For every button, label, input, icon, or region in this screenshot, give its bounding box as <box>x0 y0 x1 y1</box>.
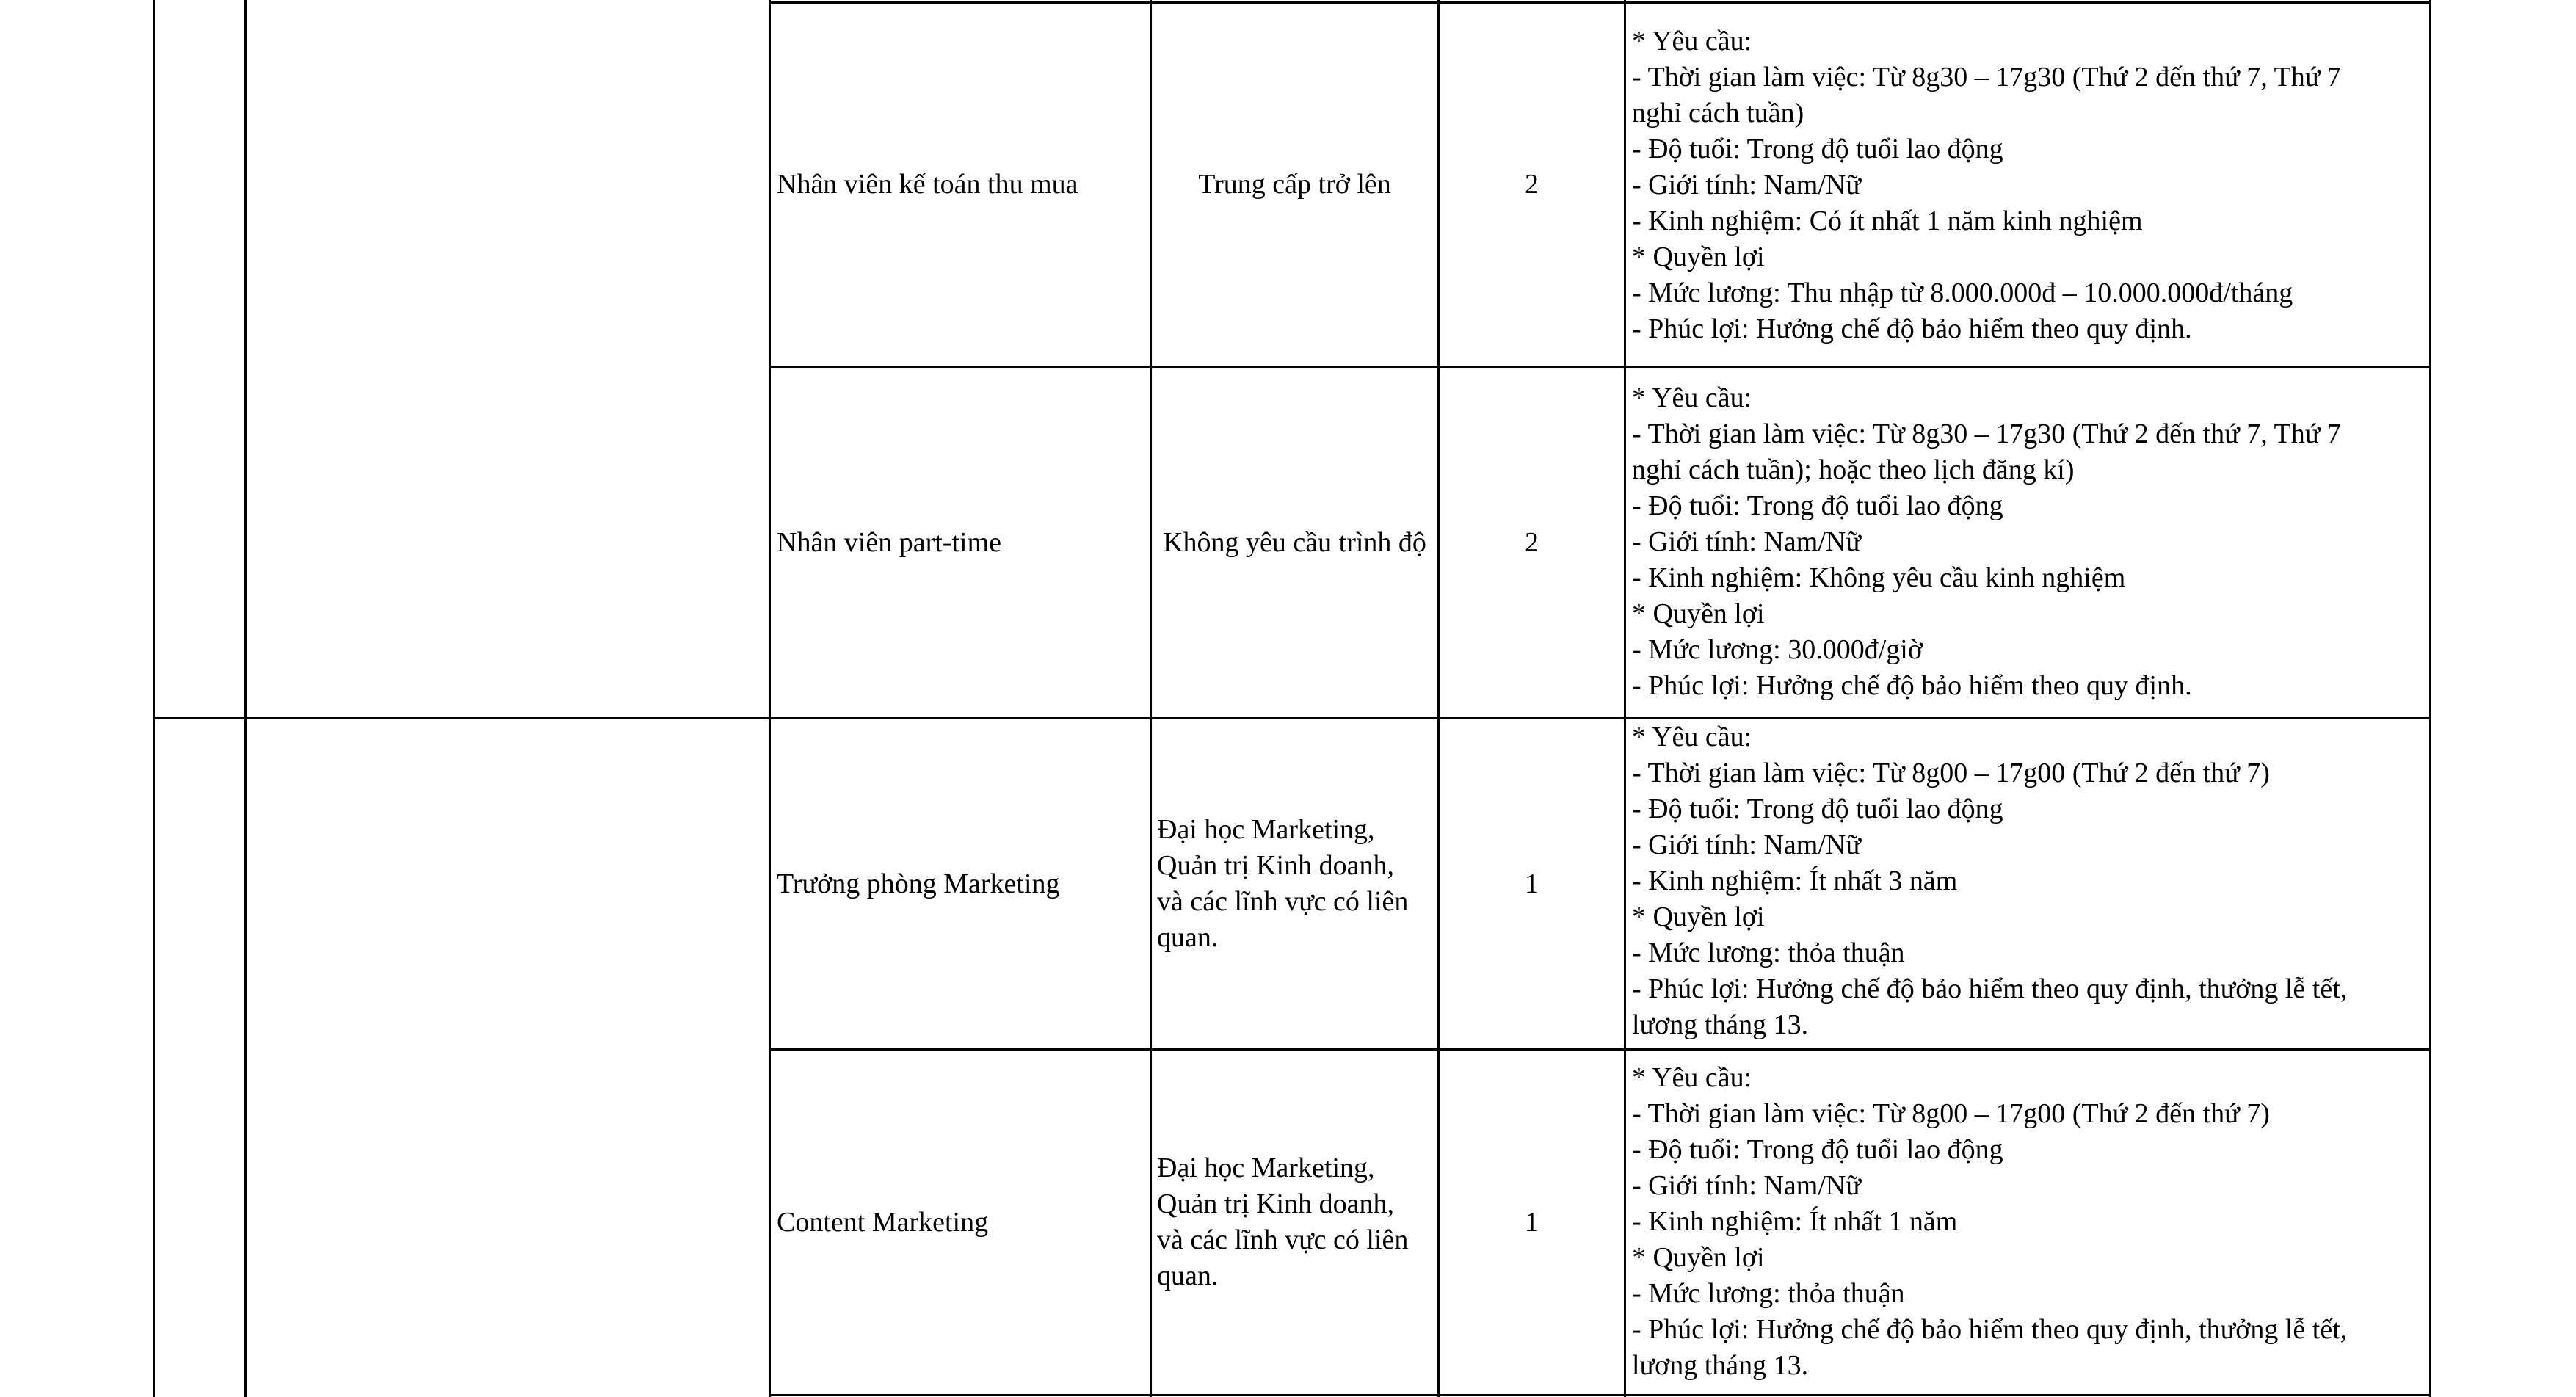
table-border-col-2 <box>244 0 247 1397</box>
table-row <box>771 719 1150 1048</box>
table-row <box>771 4 1150 366</box>
detail-line: - Độ tuổi: Trong độ tuổi lao động <box>1632 1134 2003 1165</box>
position-cell: Nhân viên part-time <box>777 526 1002 558</box>
qualification-text: Không yêu cầu trình độ <box>1163 526 1426 558</box>
detail-line: - Mức lương: thỏa thuận <box>1632 1278 1905 1309</box>
quantity-cell <box>1440 4 1624 366</box>
detail-line: - Kinh nghiệm: Ít nhất 1 năm <box>1632 1206 1958 1237</box>
quantity-cell <box>1440 719 1624 1048</box>
table-border-col-7 <box>2429 0 2431 1397</box>
detail-line: - Thời gian làm việc: Từ 8g00 – 17g00 (Thứ 2 đến thứ 7) <box>1632 1098 2270 1129</box>
details-cell <box>1626 719 2429 1043</box>
table-row <box>771 368 1150 717</box>
detail-line: - Kinh nghiệm: Ít nhất 3 năm <box>1632 866 1958 896</box>
qualification-text <box>1157 812 1408 956</box>
detail-line: - Phúc lợi: Hưởng chế độ bảo hiểm theo quy định. <box>1632 313 2192 344</box>
detail-line: - Mức lương: 30.000đ/giờ <box>1632 634 1923 665</box>
detail-line: lương tháng 13. <box>1632 1009 1809 1040</box>
table-row <box>771 1051 1150 1394</box>
quantity-text: 1 <box>1525 868 1539 899</box>
qualification-line: và các lĩnh vực có liên <box>1157 886 1409 917</box>
detail-line: - Kinh nghiệm: Có ít nhất 1 năm kinh nghiệm <box>1632 206 2143 236</box>
detail-line: - Độ tuổi: Trong độ tuổi lao động <box>1632 134 2003 164</box>
detail-line: - Giới tính: Nam/Nữ <box>1632 830 1861 860</box>
qualification-line: Quản trị Kinh doanh, <box>1157 850 1394 881</box>
qualification-line: quan. <box>1157 922 1219 953</box>
qualification-line: và các lĩnh vực có liên <box>1157 1224 1409 1255</box>
qualification-cell <box>1152 4 1437 366</box>
details-cell <box>1626 23 2429 347</box>
table-border-row-bottom <box>769 1394 2431 1396</box>
detail-line: - Độ tuổi: Trong độ tuổi lao động <box>1632 490 2003 521</box>
detail-line: - Kinh nghiệm: Không yêu cầu kinh nghiệm <box>1632 562 2126 593</box>
detail-line: * Quyền lợi <box>1632 598 1765 629</box>
detail-line: - Thời gian làm việc: Từ 8g30 – 17g30 (Thứ 2 đến thứ 7, Thứ 7 <box>1632 418 2341 449</box>
detail-line: * Quyền lợi <box>1632 1242 1765 1273</box>
detail-line: - Giới tính: Nam/Nữ <box>1632 526 1861 557</box>
detail-line: - Mức lương: Thu nhập từ 8.000.000đ – 10.000.000đ/tháng <box>1632 277 2293 308</box>
qualification-text <box>1157 1150 1408 1294</box>
position-cell: Content Marketing <box>777 1206 989 1238</box>
detail-line: * Yêu cầu: <box>1632 382 1752 413</box>
detail-line: - Phúc lợi: Hưởng chế độ bảo hiểm theo quy định. <box>1632 670 2192 701</box>
table-border-col-1 <box>153 0 155 1397</box>
detail-line: - Mức lương: thỏa thuận <box>1632 937 1905 968</box>
detail-line: lương tháng 13. <box>1632 1350 1809 1381</box>
detail-line: nghỉ cách tuần) <box>1632 98 1804 128</box>
detail-line: * Yêu cầu: <box>1632 1062 1752 1093</box>
detail-line: - Phúc lợi: Hưởng chế độ bảo hiểm theo quy định, thưởng lễ tết, <box>1632 1314 2348 1345</box>
position-cell: Trưởng phòng Marketing <box>777 868 1060 899</box>
qualification-line: quan. <box>1157 1260 1219 1291</box>
detail-line: - Giới tính: Nam/Nữ <box>1632 170 1861 200</box>
detail-line: - Giới tính: Nam/Nữ <box>1632 1170 1861 1201</box>
qualification-line: Đại học Marketing, <box>1157 1153 1375 1183</box>
qualification-cell <box>1152 1051 1437 1394</box>
qualification-cell <box>1152 368 1437 717</box>
detail-line: * Quyền lợi <box>1632 901 1765 932</box>
qualification-text: Trung cấp trở lên <box>1198 169 1391 200</box>
quantity-cell <box>1440 1051 1624 1394</box>
quantity-text: 2 <box>1525 169 1539 200</box>
detail-line: * Yêu cầu: <box>1632 722 1752 752</box>
details-cell <box>1626 1060 2429 1384</box>
qualification-line: Đại học Marketing, <box>1157 814 1375 845</box>
detail-line: nghỉ cách tuần); hoặc theo lịch đăng kí) <box>1632 454 2075 485</box>
detail-line: - Phúc lợi: Hưởng chế độ bảo hiểm theo quy định, thưởng lễ tết, <box>1632 973 2348 1004</box>
details-cell <box>1626 380 2429 704</box>
detail-line: * Quyền lợi <box>1632 242 1765 272</box>
detail-line: - Thời gian làm việc: Từ 8g00 – 17g00 (Thứ 2 đến thứ 7) <box>1632 758 2270 788</box>
detail-line: * Yêu cầu: <box>1632 26 1752 57</box>
qualification-line: Quản trị Kinh doanh, <box>1157 1189 1394 1219</box>
quantity-text: 2 <box>1525 526 1539 558</box>
detail-line: - Độ tuổi: Trong độ tuổi lao động <box>1632 794 2003 824</box>
position-cell: Nhân viên kế toán thu mua <box>777 169 1078 200</box>
quantity-cell <box>1440 368 1624 717</box>
qualification-cell <box>1152 719 1437 1048</box>
detail-line: - Thời gian làm việc: Từ 8g30 – 17g30 (Thứ 2 đến thứ 7, Thứ 7 <box>1632 62 2341 92</box>
quantity-text: 1 <box>1525 1206 1539 1238</box>
